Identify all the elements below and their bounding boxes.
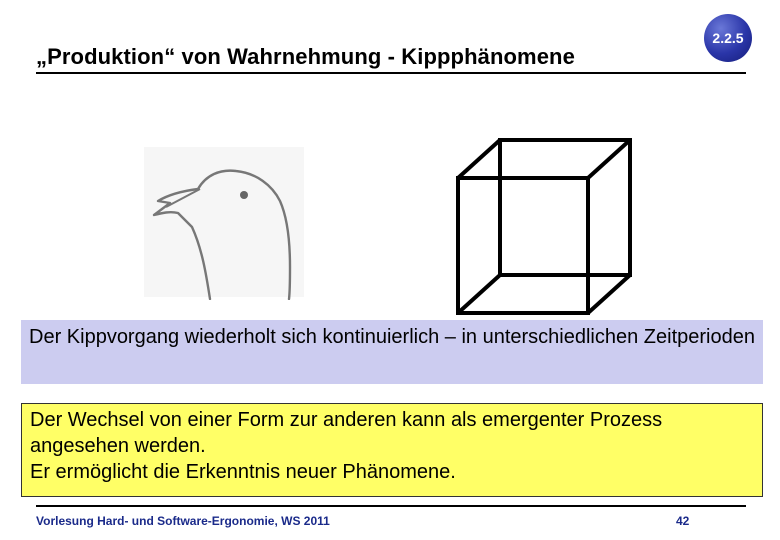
footer-divider xyxy=(36,505,746,507)
necker-cube xyxy=(440,130,640,320)
info-text: Der Kippvorgang wiederholt sich kontinuierlich – in unterschiedlichen Zeitperioden xyxy=(29,326,755,348)
info-text-line-1: Der Wechsel von einer Form zur anderen kann als emergenter Prozess angesehen werden. xyxy=(30,409,663,457)
cube-edge xyxy=(588,140,630,178)
cube-edge xyxy=(588,275,630,313)
title-divider xyxy=(36,72,746,74)
cube-edge xyxy=(458,140,500,178)
footer-lecture: Vorlesung Hard- und Software-Ergonomie, WS 2011 xyxy=(36,514,330,528)
info-box-blue xyxy=(21,320,763,384)
section-number-badge: 2.2.5 xyxy=(704,14,752,62)
eye-dot xyxy=(240,191,248,199)
info-text-line-2: Er ermöglicht die Erkenntnis neuer Phänomene. xyxy=(30,461,456,483)
cube-edge xyxy=(458,275,500,313)
figure-background xyxy=(144,147,304,297)
page-number: 42 xyxy=(676,514,690,528)
info-box-yellow xyxy=(21,403,763,497)
duck-rabbit-figure xyxy=(140,145,310,300)
page-title: „Produktion“ von Wahrnehmung - Kippphänomene xyxy=(36,44,575,69)
